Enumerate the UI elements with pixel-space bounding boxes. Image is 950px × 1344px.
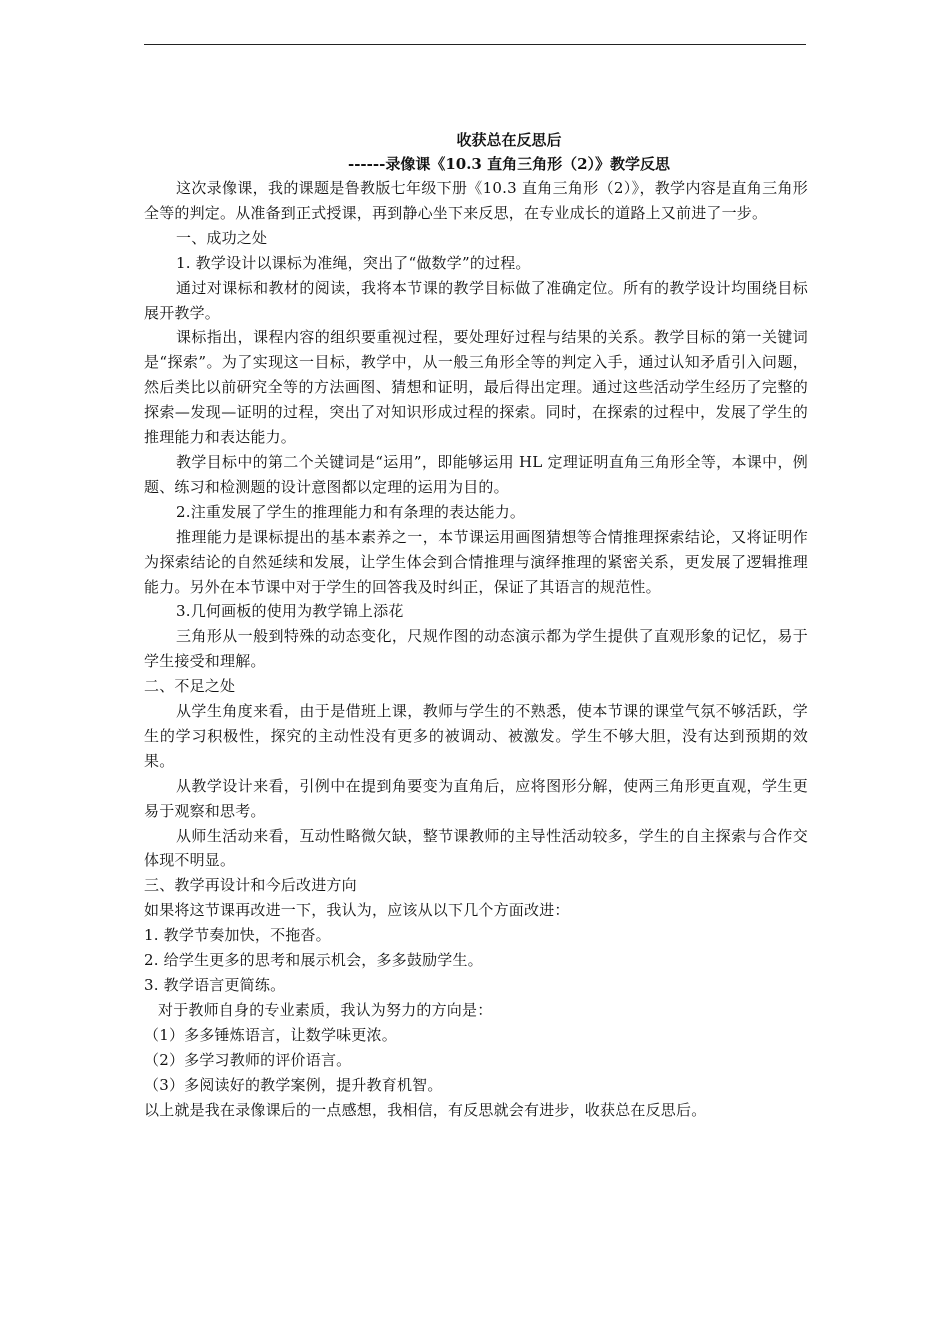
paragraph: 1. 教学节奏加快，不拖沓。: [144, 926, 331, 945]
paragraph: 从教学设计来看，引例中在提到角要变为直角后，应将图形分解，使两三角形更直观，学生更易于观察和思考。: [144, 776, 808, 820]
paragraph: 对于教师自身的专业素质，我认为努力的方向是：: [158, 1000, 493, 1019]
paragraph: 如果将这节课再改进一下，我认为，应该从以下几个方面改进：: [144, 901, 570, 920]
paragraph: 课标指出，课程内容的组织要重视过程，要处理好过程与结果的关系。教学目标的第一关键词是“探索”。为了实现这一目标，教学中，从一般三角形全等的判定入手，通过认知矛盾引入问题，然后类比以前研究全等的方法画图、猜想和证明，最后得出定理。通过这些活动学生经历了完整的探索—发现—证明的过程，突出了对知识形成过程的探索。同时，在探索的过程中，发展了学生的推理能力和表达能力。: [144, 328, 808, 447]
document-body: [144, 176, 808, 1122]
paragraph: 2. 给学生更多的思考和展示机会，多多鼓励学生。: [144, 951, 483, 970]
paragraph: 三角形从一般到特殊的动态变化，尺规作图的动态演示都为学生提供了直观形象的记忆，易于学生接受和理解。: [144, 627, 808, 671]
paragraph: 一、成功之处: [176, 228, 268, 247]
paragraph: （1）多多锤炼语言，让数学味更浓。: [144, 1025, 397, 1044]
paragraph: （3）多阅读好的教学案例，提升教育机智。: [144, 1075, 443, 1094]
paragraph: （2）多学习教师的评价语言。: [144, 1050, 352, 1069]
paragraph: 从师生活动来看，互动性略微欠缺，整节课教师的主导性活动较多，学生的自主探索与合作交体现不明显。: [144, 826, 808, 870]
document-subtitle: ------录像课《10.3 直角三角形（2）》教学反思: [347, 155, 671, 173]
paragraph: 2.注重发展了学生的推理能力和有条理的表达能力。: [176, 502, 526, 521]
paragraph: 3. 教学语言更简练。: [144, 976, 286, 994]
paragraph: 三、教学再设计和今后改进方向: [144, 876, 357, 895]
paragraph: 3.几何画板的使用为教学锦上添花: [176, 602, 404, 621]
header-rule: [144, 44, 806, 45]
document-title: 收获总在反思后: [456, 131, 562, 149]
paragraph: 通过对课标和教材的阅读，我将本节课的教学目标做了准确定位。所有的教学设计均围绕目标展开教学。: [144, 278, 808, 322]
paragraph: 以上就是我在录像课后的一点感想，我相信，有反思就会有进步，收获总在反思后。: [144, 1100, 707, 1119]
paragraph: 这次录像课，我的课题是鲁教版七年级下册《10.3 直角三角形（2）》，教学内容是直角三角形全等的判定。从准备到正式授课，再到静心坐下来反思，在专业成长的道路上又前进了一步。: [144, 179, 808, 222]
paragraph: 推理能力是课标提出的基本素养之一，本节课运用画图猜想等合情推理探索结论，又将证明作为探索结论的自然延续和发展，让学生体会到合情推理与演绎推理的紧密关系，更发展了逻辑推理能力。另外在本节课中对于学生的回答我及时纠正，保证了其语言的规范性。: [144, 527, 808, 596]
paragraph: 从学生角度来看，由于是借班上课，教师与学生的不熟悉，使本节课的课堂气氛不够活跃，学生的学习积极性，探究的主动性没有更多的被调动、被激发。学生不够大胆，没有达到预期的效果。: [144, 702, 808, 770]
paragraph: 二、不足之处: [144, 677, 236, 696]
paragraph: 教学目标中的第二个关键词是“运用”，即能够运用 HL 定理证明直角三角形全等，本课中，例题、练习和检测题的设计意图都以定理的运用为目的。: [144, 452, 808, 496]
paragraph: 1. 教学设计以课标为准绳，突出了“做数学”的过程。: [176, 253, 531, 272]
document-page: [144, 128, 808, 1122]
